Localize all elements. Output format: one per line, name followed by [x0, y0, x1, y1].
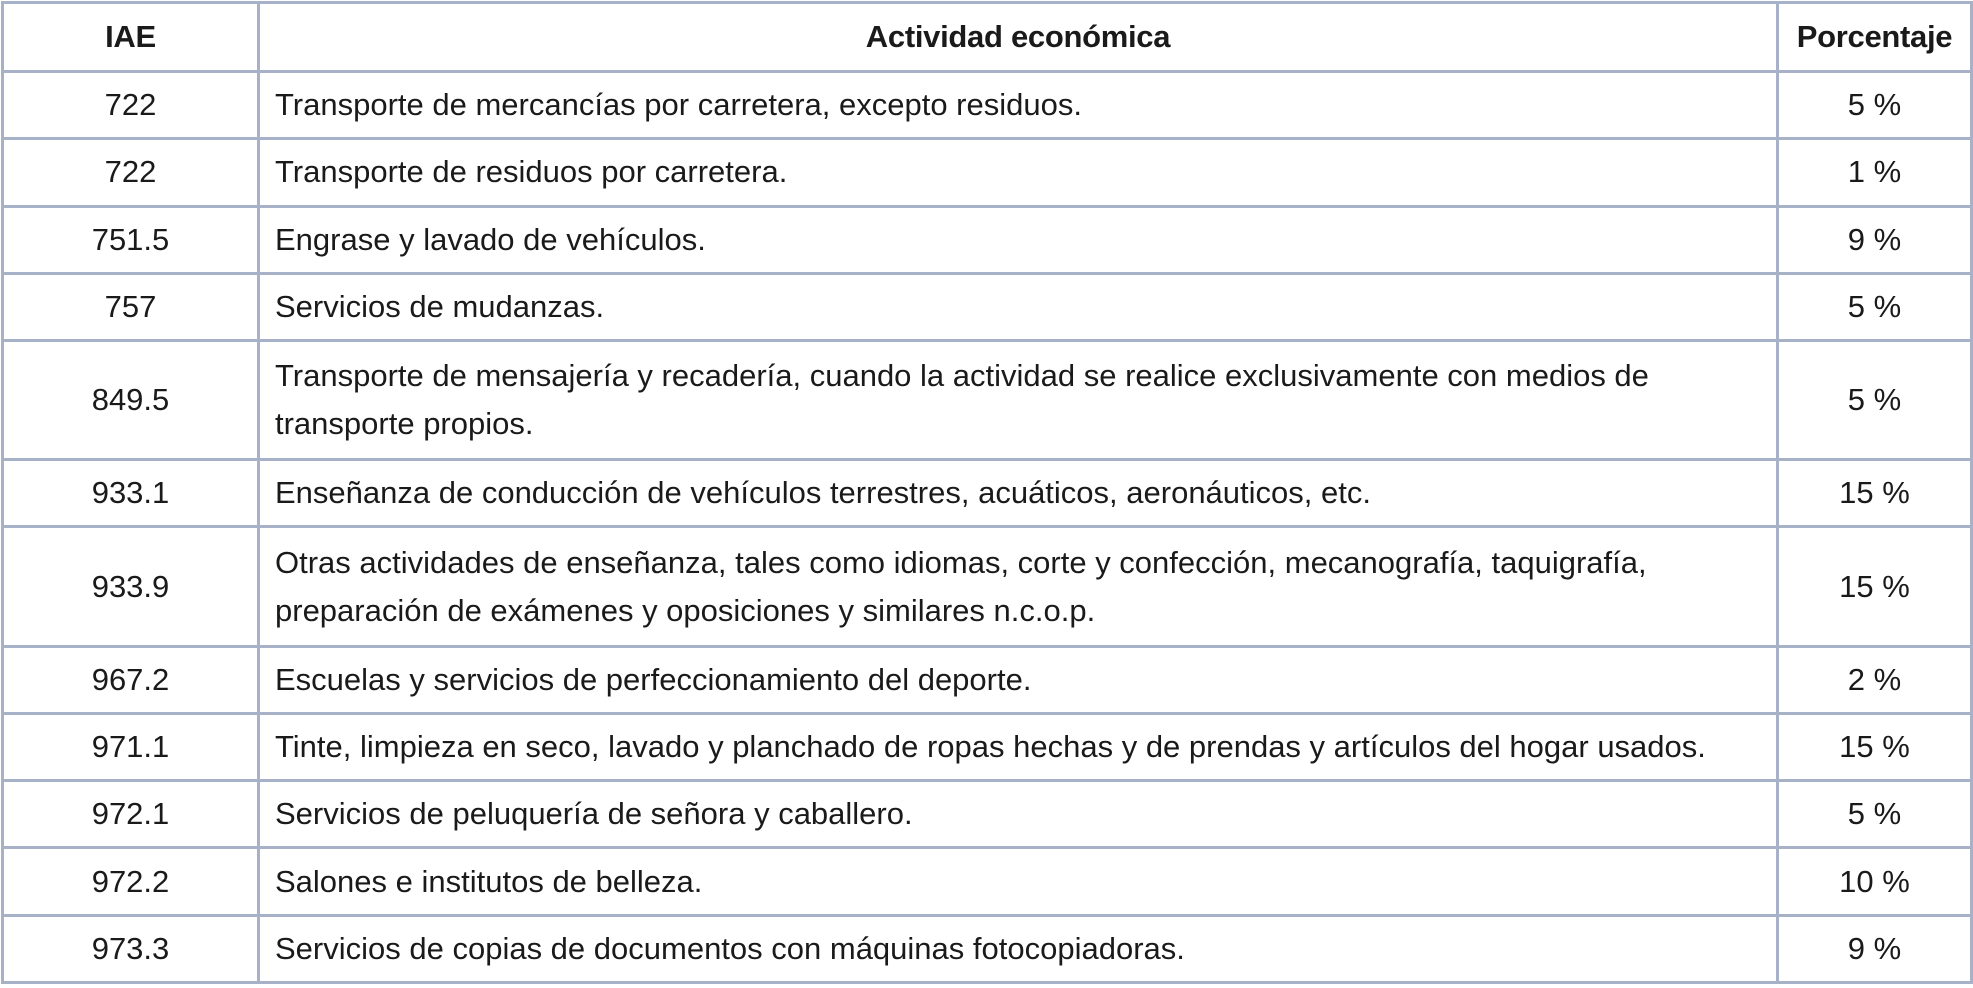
cell-code: 973.3	[3, 915, 259, 982]
table-row	[3, 341, 1972, 460]
cell-percentage: 5 %	[1778, 273, 1972, 340]
table-header	[3, 3, 1972, 72]
cell-code: 972.1	[3, 781, 259, 848]
cell-activity: Servicios de mudanzas.	[259, 273, 1778, 340]
iae-activity-table	[1, 1, 1973, 984]
table-row	[3, 781, 1972, 848]
cell-percentage: 9 %	[1778, 915, 1972, 982]
cell-percentage: 10 %	[1778, 848, 1972, 915]
cell-code: 933.9	[3, 527, 259, 646]
cell-activity: Salones e institutos de belleza.	[259, 848, 1778, 915]
table-row	[3, 915, 1972, 982]
cell-code: 972.2	[3, 848, 259, 915]
cell-activity: Enseñanza de conducción de vehículos terrestres, acuáticos, aeronáuticos, etc.	[259, 460, 1778, 527]
table-row	[3, 72, 1972, 139]
table-row	[3, 273, 1972, 340]
cell-activity: Otras actividades de enseñanza, tales como idiomas, corte y confección, mecanografía, taquigrafía, preparación de exámenes y oposiciones y similares n.c.o.p.	[259, 527, 1778, 646]
cell-code: 757	[3, 273, 259, 340]
cell-activity: Escuelas y servicios de perfeccionamiento del deporte.	[259, 646, 1778, 713]
table-row	[3, 646, 1972, 713]
table-row	[3, 713, 1972, 780]
cell-activity: Servicios de peluquería de señora y caballero.	[259, 781, 1778, 848]
table-row	[3, 527, 1972, 646]
cell-code: 971.1	[3, 713, 259, 780]
cell-activity: Transporte de mercancías por carretera, excepto residuos.	[259, 72, 1778, 139]
cell-percentage: 5 %	[1778, 781, 1972, 848]
cell-code: 933.1	[3, 460, 259, 527]
cell-percentage: 9 %	[1778, 206, 1972, 273]
cell-percentage: 5 %	[1778, 341, 1972, 460]
cell-activity: Tinte, limpieza en seco, lavado y planchado de ropas hechas y de prendas y artículos del hogar usados.	[259, 713, 1778, 780]
table-row	[3, 460, 1972, 527]
header-percentage: Porcentaje	[1778, 3, 1972, 72]
table-row	[3, 848, 1972, 915]
cell-activity: Servicios de copias de documentos con máquinas fotocopiadoras.	[259, 915, 1778, 982]
header-code: IAE	[3, 3, 259, 72]
table-body	[3, 72, 1972, 983]
header-activity: Actividad económica	[259, 3, 1778, 72]
cell-code: 849.5	[3, 341, 259, 460]
table-row	[3, 206, 1972, 273]
cell-code: 751.5	[3, 206, 259, 273]
cell-code: 722	[3, 72, 259, 139]
table-row	[3, 139, 1972, 206]
header-row	[3, 3, 1972, 72]
cell-percentage: 1 %	[1778, 139, 1972, 206]
cell-percentage: 15 %	[1778, 527, 1972, 646]
cell-code: 967.2	[3, 646, 259, 713]
cell-activity: Transporte de residuos por carretera.	[259, 139, 1778, 206]
cell-percentage: 5 %	[1778, 72, 1972, 139]
cell-code: 722	[3, 139, 259, 206]
cell-percentage: 15 %	[1778, 460, 1972, 527]
cell-activity: Engrase y lavado de vehículos.	[259, 206, 1778, 273]
cell-percentage: 2 %	[1778, 646, 1972, 713]
cell-activity: Transporte de mensajería y recadería, cuando la actividad se realice exclusivamente con medios de transporte propios.	[259, 341, 1778, 460]
cell-percentage: 15 %	[1778, 713, 1972, 780]
